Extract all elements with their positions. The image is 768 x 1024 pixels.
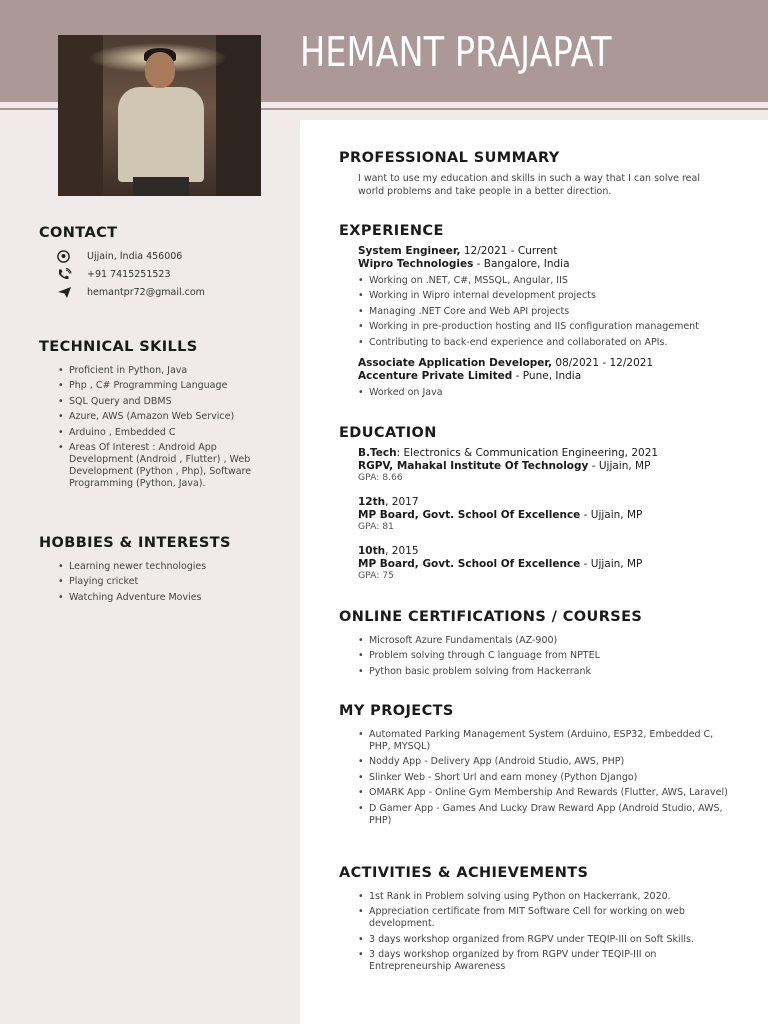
- education-section: [339, 425, 739, 582]
- school-location: - Ujjain, MP: [588, 460, 651, 472]
- job-dates: 12/2021 - Current: [460, 245, 558, 257]
- contact-phone: +91 7415251523: [39, 265, 205, 283]
- profile-photo: [58, 35, 261, 196]
- education-entry: [358, 496, 739, 533]
- degree: 12th: [358, 496, 386, 508]
- list-item: • Problem solving through C language from NPTEL: [358, 650, 739, 662]
- activities-heading: ACTIVITIES & ACHIEVEMENTS: [339, 865, 589, 881]
- summary-heading: PROFESSIONAL SUMMARY: [339, 150, 560, 166]
- summary-section: [339, 150, 739, 198]
- job-dates: 08/2021 - 12/2021: [552, 356, 654, 369]
- contact-location: Ujjain, India 456006: [39, 247, 205, 265]
- list-item: • Noddy App - Delivery App (Android Studio, AWS, PHP): [358, 756, 728, 768]
- contact-heading: CONTACT: [39, 225, 118, 241]
- list-item: • 3 days workshop organized from RGPV under TEQIP-III on Soft Skills.: [358, 934, 718, 946]
- candidate-name: HEMANT PRAJAPAT: [300, 28, 612, 76]
- summary-text: I want to use my education and skills in such a way that I can solve real world problems and take people in a better direction.: [358, 173, 700, 197]
- list-item: • Proficient in Python, Java: [58, 365, 267, 377]
- list-item: • Php , C# Programming Language: [58, 380, 267, 392]
- list-item: • Watching Adventure Movies: [58, 592, 267, 604]
- certifications-heading: ONLINE CERTIFICATIONS / COURSES: [339, 609, 643, 625]
- degree-detail: , 2015: [385, 545, 419, 557]
- list-item: • Learning newer technologies: [58, 561, 267, 573]
- list-item: • 1st Rank in Problem solving using Python on Hackerrank, 2020.: [358, 891, 718, 903]
- degree-detail: , 2017: [385, 496, 419, 508]
- job-entry: [358, 245, 739, 270]
- list-item: • Contributing to back-end experience and collaborated on APIs.: [358, 337, 739, 349]
- job-company: Accenture Private Limited: [358, 369, 513, 382]
- list-item: • Working in pre-production hosting and IIS configuration management: [358, 321, 739, 333]
- job-entry: [358, 357, 739, 382]
- projects-section: [339, 703, 739, 830]
- skills-heading: TECHNICAL SKILLS: [39, 339, 198, 355]
- hobbies-section: [39, 535, 267, 607]
- hobbies-heading: HOBBIES & INTERESTS: [39, 535, 231, 551]
- job-title: System Engineer,: [358, 245, 461, 257]
- list-item: • Working on .NET, C#, MSSQL, Angular, IIS: [358, 275, 739, 287]
- projects-heading: MY PROJECTS: [339, 703, 454, 719]
- gpa: GPA: 8.66: [358, 472, 403, 483]
- list-item: • Worked on Java: [358, 387, 739, 399]
- school: MP Board, Govt. School Of Excellence: [358, 509, 581, 521]
- list-item: • SQL Query and DBMS: [58, 396, 267, 408]
- experience-heading: EXPERIENCE: [339, 223, 444, 239]
- degree: 10th: [358, 545, 386, 557]
- contact-email: hemantpr72@gmail.com: [39, 283, 205, 301]
- list-item: • D Gamer App - Games And Lucky Draw Reward App (Android Studio, AWS, PHP): [358, 803, 728, 827]
- school: RGPV, Mahakal Institute Of Technology: [358, 460, 589, 472]
- job-location: - Pune, India: [512, 369, 582, 382]
- school-location: - Ujjain, MP: [580, 558, 643, 570]
- list-item: • Azure, AWS (Amazon Web Service): [58, 411, 267, 423]
- list-item: • Appreciation certificate from MIT Software Cell for working on web development.: [358, 906, 718, 930]
- phone-icon: [57, 268, 87, 281]
- contact-section: [39, 225, 205, 301]
- school: MP Board, Govt. School Of Excellence: [358, 558, 581, 570]
- job-location: - Bangalore, India: [473, 258, 570, 270]
- degree-detail: : Electronics & Communication Engineering, 2021: [396, 447, 659, 459]
- list-item: • 3 days workshop organized by from RGPV under TEQIP-III on Entrepreneurship Awareness: [358, 949, 718, 973]
- send-icon: [57, 286, 87, 299]
- job-company: Wipro Technologies: [358, 258, 474, 270]
- skills-section: [39, 339, 267, 493]
- activities-section: [339, 865, 739, 977]
- list-item: • Areas Of Interest : Android App Development (Android , Flutter) , Web Development (Python , Php), Software Programming (Python, Java).: [58, 442, 267, 490]
- education-entry: [358, 447, 739, 484]
- list-item: • Playing cricket: [58, 576, 267, 588]
- list-item: • Automated Parking Management System (Arduino, ESP32, Embedded C, PHP, MYSQL): [358, 729, 728, 753]
- education-heading: EDUCATION: [339, 425, 437, 441]
- list-item: • Arduino , Embedded C: [58, 427, 267, 439]
- gpa: GPA: 75: [358, 570, 394, 581]
- certifications-section: [339, 609, 739, 681]
- location-pin-icon: [57, 250, 87, 263]
- list-item: • OMARK App - Online Gym Membership And Rewards (Flutter, AWS, Laravel): [358, 787, 728, 799]
- school-location: - Ujjain, MP: [580, 509, 643, 521]
- list-item: • Managing .NET Core and Web API projects: [358, 306, 739, 318]
- list-item: • Slinker Web - Short Url and earn money (Python Django): [358, 772, 728, 784]
- education-entry: [358, 545, 739, 582]
- list-item: • Working in Wipro internal development projects: [358, 290, 739, 302]
- list-item: • Microsoft Azure Fundamentals (AZ-900): [358, 635, 739, 647]
- experience-section: [339, 223, 739, 402]
- list-item: • Python basic problem solving from Hackerrank: [358, 666, 739, 678]
- degree: B.Tech: [358, 447, 397, 459]
- gpa: GPA: 81: [358, 521, 394, 532]
- job-title: Associate Application Developer,: [358, 356, 553, 369]
